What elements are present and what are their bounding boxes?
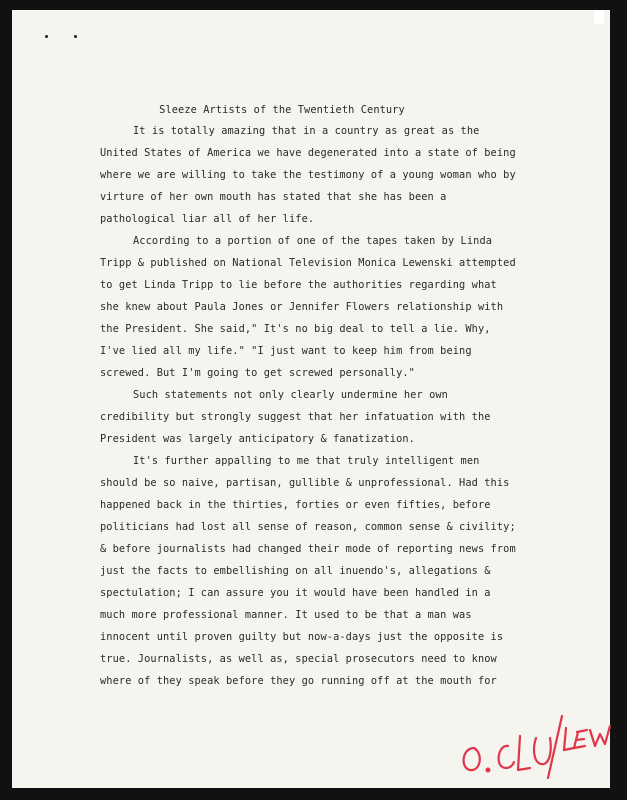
punch-mark (74, 35, 77, 38)
text-line: innocent until proven guilty but now-a-days just the opposite is (100, 631, 504, 643)
text-line: United States of America we have degenerated into a state of being (100, 147, 516, 159)
page-edge-tab (594, 10, 604, 24)
paragraph-4 (100, 450, 570, 692)
punch-mark (45, 35, 48, 38)
text-line: happened back in the thirties, forties or even fifties, before (100, 499, 491, 511)
text-line: politicians had lost all sense of reason, common sense & civility; (100, 521, 516, 533)
text-line: screwed. But I'm going to get screwed personally." (100, 367, 415, 379)
text-line: should be so naive, partisan, gullible & unprofessional. Had this (100, 477, 510, 489)
handwritten-annotation (454, 710, 614, 780)
paragraph-2 (100, 230, 570, 384)
text-line: It is totally amazing that in a country as great as the (133, 125, 480, 137)
text-line: much more professional manner. It used to be that a man was (100, 609, 472, 621)
text-line: According to a portion of one of the tapes taken by Linda (133, 235, 493, 247)
text-line: she knew about Paula Jones or Jennifer Flowers relationship with (100, 301, 504, 313)
text-line: spectulation; I can assure you it would have been handled in a (100, 587, 491, 599)
text-line: It's further appalling to me that truly intelligent men (133, 455, 480, 467)
text-line: the President. She said," It's no big deal to tell a lie. Why, (100, 323, 491, 335)
text-line: virture of her own mouth has stated that she has been a (100, 191, 447, 203)
document-title: Sleeze Artists of the Twentieth Century (159, 104, 405, 116)
text-line: where we are willing to take the testimony of a young woman who by (100, 169, 516, 181)
text-line: I've lied all my life." "I just want to keep him from being (100, 345, 472, 357)
text-line: & before journalists had changed their mode of reporting news from (100, 543, 516, 555)
text-line: President was largely anticipatory & fanatization. (100, 433, 415, 445)
paragraph-3 (100, 384, 570, 450)
text-line: Tripp & published on National Television Monica Lewenski attempted (100, 257, 516, 269)
document-page (12, 10, 610, 788)
typed-text-body (100, 100, 570, 692)
text-line: to get Linda Tripp to lie before the authorities regarding what (100, 279, 497, 291)
text-line: pathological liar all of her life. (100, 213, 315, 225)
text-line: true. Journalists, as well as, special prosecutors need to know (100, 653, 497, 665)
text-line: just the facts to embellishing on all inuendo's, allegations & (100, 565, 491, 577)
text-line: credibility but strongly suggest that her infatuation with the (100, 411, 491, 423)
text-line: Such statements not only clearly undermine her own (133, 389, 448, 401)
text-line: where of they speak before they go running off at the mouth for (100, 675, 497, 687)
paragraph-1 (100, 120, 570, 230)
